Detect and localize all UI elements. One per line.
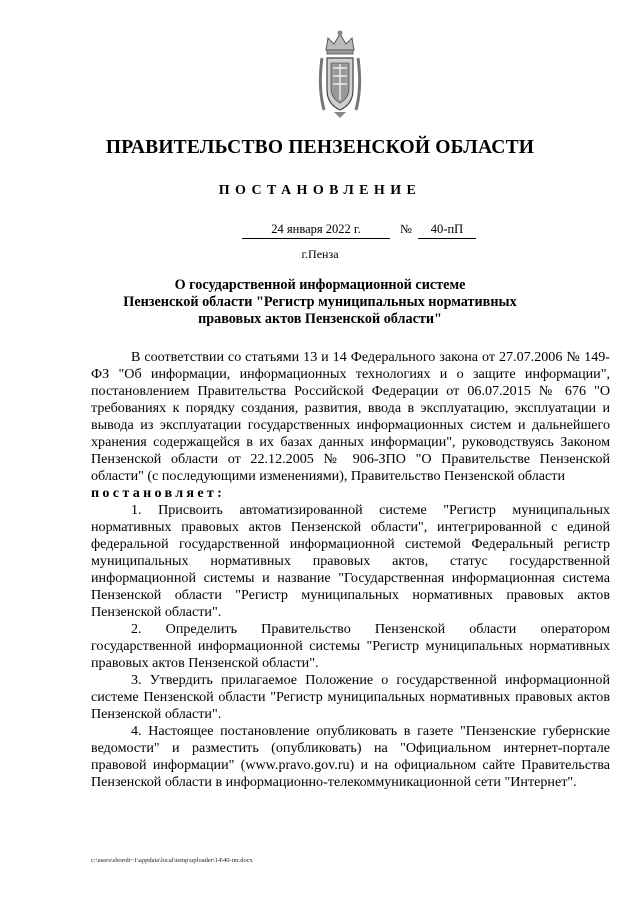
date-number-line xyxy=(0,222,640,240)
item-paragraph: 3. Утвердить прилагаемое Положение о государственной информационной системе Пензенской области "Регистр муниципальных нормативных правовых актов Пензенской области". xyxy=(91,672,610,722)
coat-of-arms-emblem-icon xyxy=(318,28,362,120)
organization-heading: ПРАВИТЕЛЬСТВО ПЕНЗЕНСКОЙ ОБЛАСТИ xyxy=(105,137,535,158)
city-label: г.Пенза xyxy=(301,247,339,261)
document-date: 24 января 2022 г. xyxy=(242,222,390,239)
document-title xyxy=(100,277,540,328)
title-line: Пензенской области "Регистр муниципальных нормативных xyxy=(123,294,517,310)
item-paragraph: 1. Присвоить автоматизированной системе "Регистр муниципальных нормативных правовых актов Пензенской области", интегрированной с единой федеральной государственной информационной системой Федеральный регистр муниципальных нормативных правовых актов, статус государственной информационной системы и название "Государственная информационная система Пензенской области "Регистр муниципальных нормативных правовых актов Пензенской области". xyxy=(91,502,610,620)
document-body xyxy=(91,349,610,791)
intro-paragraph: В соответствии со статьями 13 и 14 Федерального закона от 27.07.2006 № 149-ФЗ "Об информации, информационных технологиях и о защите информации", постановлением Правительства Российской Федерации от 06.07.2015 № 676 "О требованиях к порядку создания, развития, ввода в эксплуатацию, эксплуатации и вывода из эксплуатации государственных информационных систем и дальнейшего хранения содержащейся в их базах данных информации", руководствуясь Законом Пензенской области от 22.12.2005 № 906-ЗПО "О Правительстве Пензенской области" (с последующими изменениями), Правительство Пензенской области xyxy=(91,349,610,484)
document-type-heading: ПОСТАНОВЛЕНИЕ xyxy=(218,183,422,198)
title-line: О государственной информационной системе xyxy=(174,277,466,293)
decree-word-paragraph xyxy=(91,485,610,502)
item-paragraph: 2. Определить Правительство Пензенской области оператором государственной информационной системы "Регистр муниципальных нормативных правовых актов Пензенской области". xyxy=(91,621,610,671)
number-sign: № xyxy=(400,222,412,236)
title-line: правовых актов Пензенской области" xyxy=(198,311,442,327)
footer-file-path: c:\users\shoroh~1\appdata\local\temp\uploader\14\40-пп.docx xyxy=(91,857,253,864)
decree-word: постановляет: xyxy=(91,485,226,501)
document-number: 40-пП xyxy=(418,222,476,239)
item-paragraph: 4. Настоящее постановление опубликовать в газете "Пензенские губернские ведомости" и разместить (опубликовать) на "Официальном интернет-портале правовой информации" (www.pravo.gov.ru) и на официальном сайте Правительства Пензенской области в информационно-телекоммуникационной сети "Интернет". xyxy=(91,723,610,790)
